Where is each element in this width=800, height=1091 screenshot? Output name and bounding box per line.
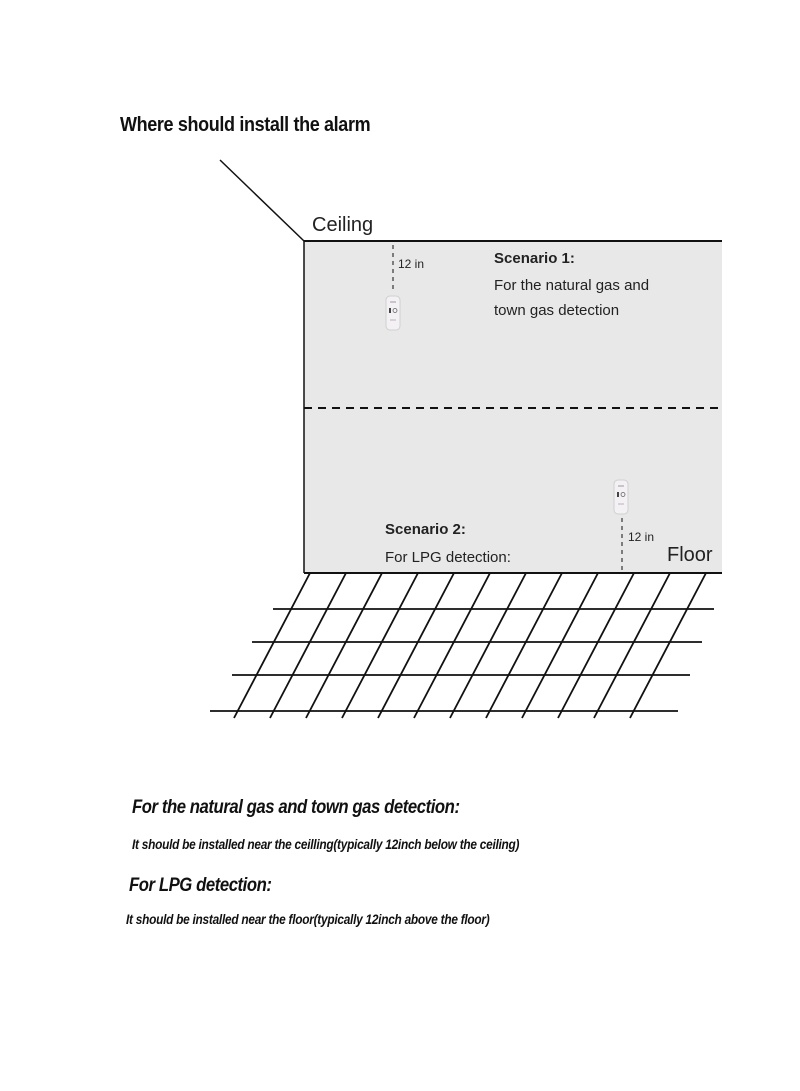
scenario1-title: Scenario 1:: [494, 250, 575, 267]
floor-grid-column: [486, 573, 562, 718]
floor-grid-column: [630, 573, 706, 718]
floor-grid-column: [378, 573, 454, 718]
note-heading-natural-gas: For the natural gas and town gas detection:: [132, 797, 460, 818]
note-body-natural-gas: It should be installed near the ceilling(typically 12inch below the ceiling): [132, 837, 520, 852]
floor-distance-label: 12 in: [628, 530, 655, 544]
leader-line: [220, 160, 304, 241]
floor-grid-column: [234, 573, 310, 718]
floor-grid-column: [306, 573, 382, 718]
ceiling-label: Ceiling: [312, 214, 374, 236]
floor-grid-column: [558, 573, 634, 718]
gas-detector-icon: [614, 480, 628, 514]
scenario1-text: For the natural gas and town gas detection: [494, 277, 650, 319]
floor-grid: [210, 573, 714, 718]
note-heading-lpg: For LPG detection:: [129, 875, 272, 896]
floor-grid-column: [450, 573, 526, 718]
floor-grid-column: [522, 573, 598, 718]
floor-grid-column: [594, 573, 670, 718]
gas-detector-icon: [386, 296, 400, 330]
page-title: Where should install the alarm: [120, 114, 371, 136]
scenario2-title: Scenario 2:: [385, 521, 466, 538]
floor-grid-column: [414, 573, 490, 718]
scenario2-text: For LPG detection:: [385, 549, 511, 566]
note-body-lpg: It should be installed near the floor(typically 12inch above the floor): [126, 912, 490, 927]
floor-grid-column: [270, 573, 346, 718]
floor-grid-column: [342, 573, 418, 718]
floor-label: Floor: [667, 544, 713, 566]
ceiling-distance-label: 12 in: [398, 257, 425, 271]
